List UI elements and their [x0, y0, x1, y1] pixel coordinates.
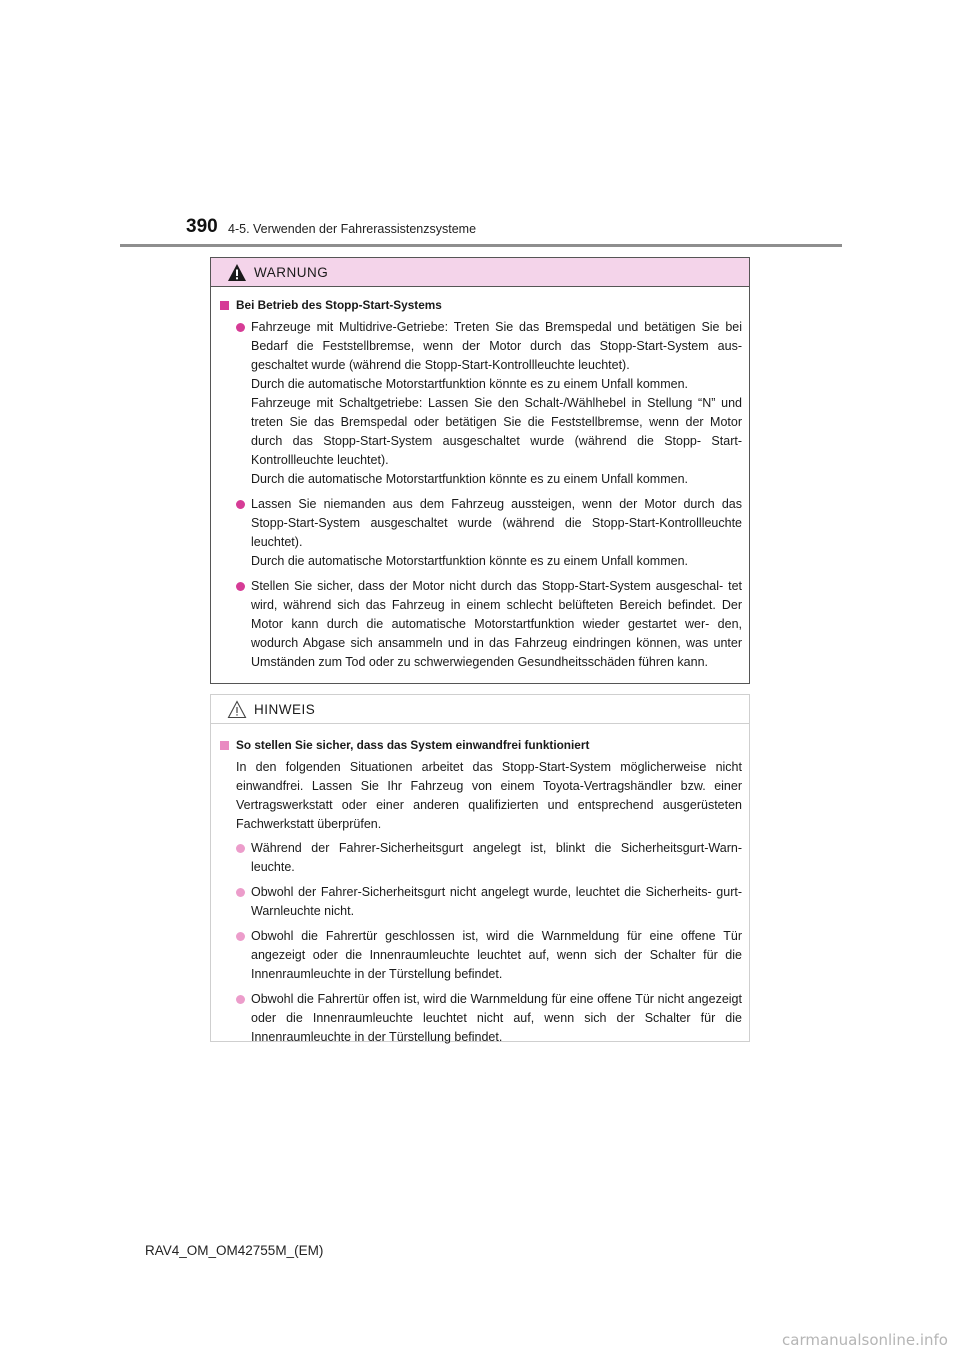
header-rule [120, 244, 842, 247]
bullet-dot-icon [236, 888, 245, 897]
notice-box [210, 694, 750, 1042]
page-number: 390 [186, 216, 218, 237]
notice-bullet-3 [236, 927, 742, 984]
bullet-dot-icon [236, 932, 245, 941]
notice-bullet-1-text: Während der Fahrer-Sicherheitsgurt angelegt ist, blinkt die Sicherheitsgurt-Warn- leuchte. [251, 841, 742, 874]
warning-bullet-3 [236, 577, 742, 672]
warning-box [210, 257, 750, 684]
bullet-dot-icon [236, 500, 245, 509]
notice-bullet-3-text: Obwohl die Fahrertür geschlossen ist, wird die Warnmeldung für eine offene Tür angezeigt oder die Innenraumleuchte leuchtet auf, wenn sich der Schalter für die Innenraumleuchte in der Türstellung befindet. [251, 929, 742, 981]
notice-bullet-2 [236, 883, 742, 921]
warning-bullet-1-line-2: Durch die automatische Motorstartfunktion könnte es zu einem Unfall kommen. [251, 377, 689, 391]
notice-heading [219, 737, 742, 754]
document-code: RAV4_OM_OM42755M_(EM) [145, 1243, 324, 1258]
bullet-dot-icon [236, 582, 245, 591]
section-title: 4-5. Verwenden der Fahrerassistenzsysteme [228, 222, 477, 236]
bullet-dot-icon [236, 844, 245, 853]
bullet-dot-icon [236, 323, 245, 332]
warning-heading-text: Bei Betrieb des Stopp-Start-Systems [236, 298, 442, 312]
notice-heading-text: So stellen Sie sicher, dass das System einwandfrei funktioniert [236, 738, 590, 752]
warning-label: WARNUNG [254, 265, 329, 280]
notice-bullet-2-text: Obwohl der Fahrer-Sicherheitsgurt nicht angelegt wurde, leuchtet die Sicherheits- gurt-Warnleuchte nicht. [251, 885, 742, 918]
square-bullet-icon [220, 301, 229, 310]
warning-header [211, 258, 749, 287]
warning-bullet-1-line-4: Durch die automatische Motorstartfunktion könnte es zu einem Unfall kommen. [251, 472, 689, 486]
notice-label: HINWEIS [254, 702, 316, 717]
square-bullet-icon [220, 741, 229, 750]
warning-bullet-1-line-1: Fahrzeuge mit Multidrive-Getriebe: Treten Sie das Bremspedal und betätigen Sie bei Bedarf die Feststellbremse, wenn der Motor durch das Stopp-Start-System aus- geschaltet wurde (während die Stopp-Start-Kontrollleuchte leuchtet). [251, 320, 742, 372]
warning-bullet-1-line-3: Fahrzeuge mit Schaltgetriebe: Lassen Sie den Schalt-/Wählhebel in Stellung “N” und treten Sie das Bremspedal oder betätigen Sie die Feststellbremse, wenn der Motor durch das Stopp-Start-System ausgeschaltet wurde (während die Stopp- Start-Kontrollleuchte leuchtet). [251, 396, 742, 467]
warning-heading [219, 297, 742, 314]
notice-bullet-4-text: Obwohl die Fahrertür offen ist, wird die Warnmeldung für eine offene Tür nicht angezeigt oder die Innenraumleuchte leuchtet nicht auf, wenn sich der Schalter für die Innenraumleuchte in der Türstellung befindet. [251, 992, 742, 1044]
watermark: carmanualsonline.info [782, 1331, 948, 1349]
notice-intro: In den folgenden Situationen arbeitet das Stopp-Start-System möglicherweise nicht einwandfrei. Lassen Sie Ihr Fahrzeug von einem Toyota-Vertragshändler bzw. einer Vertragswerkstatt oder einer anderen qualifizierten und entsprechend ausgerüsteten Fachwerkstatt überprüfen. [236, 760, 742, 831]
warning-bullet-2 [236, 495, 742, 571]
notice-bullet-4 [236, 990, 742, 1047]
bullet-dot-icon [236, 995, 245, 1004]
warning-triangle-icon [227, 263, 247, 282]
notice-bullet-1 [236, 839, 742, 877]
warning-bullet-2-line-2: Durch die automatische Motorstartfunktion könnte es zu einem Unfall kommen. [251, 554, 689, 568]
warning-bullet-1 [236, 318, 742, 489]
notice-triangle-icon [227, 700, 247, 719]
notice-header [211, 695, 749, 724]
warning-bullet-2-line-1: Lassen Sie niemanden aus dem Fahrzeug aussteigen, wenn der Motor durch das Stopp-Start-System ausgeschaltet wurde (während die Stopp-Start-Kontrollleuchte leuchtet). [251, 497, 742, 549]
warning-bullet-3-line-1: Stellen Sie sicher, dass der Motor nicht durch das Stopp-Start-System ausgeschal- tet wird, während sich das Fahrzeug in einem schlecht belüfteten Bereich befindet. Der Motor kann durch die automatische Motorstartfunktion wieder gestartet wer- den, wodurch Abgase sich ansammeln und in das Fahrzeug eindringen können, was unter Umständen zum Tod oder zu schwerwiegenden Gesundheitsschäden führen kann. [251, 579, 742, 669]
